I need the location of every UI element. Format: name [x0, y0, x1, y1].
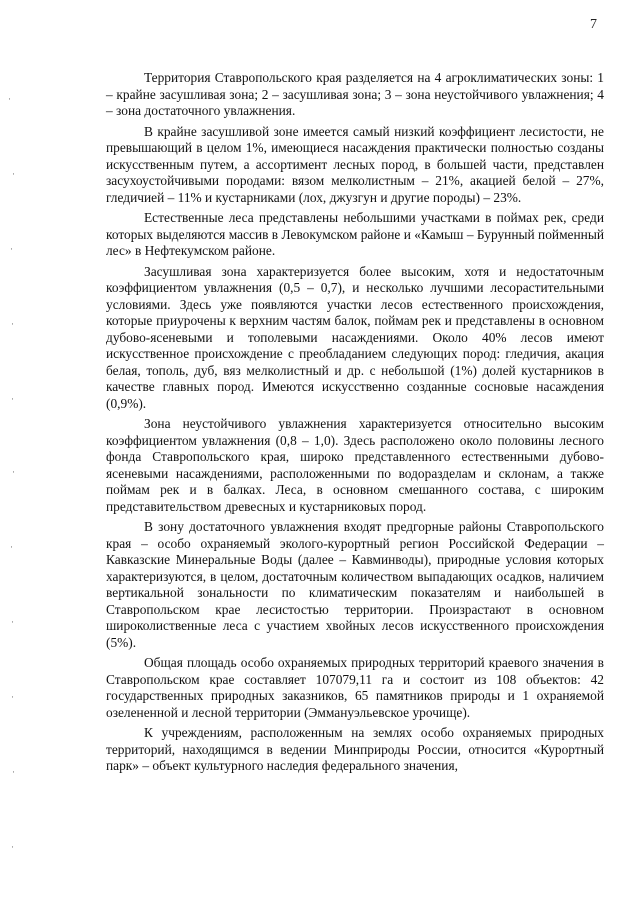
paragraph-unstable-moisture: Зона неустойчивого увлажнения характеризуется относительно высоким коэффициентом увлажнения (0,8 – 1,0). Здесь расположено около половины лесного фонда Ставропольского края, широко представленного естественными дубово-ясеневыми насаждениями, расположенными по водоразделам и склонам, а также поймам рек и в балках. Леса, в основном смешанного состава, с широким представительством древесных и кустарниковых пород. [106, 416, 604, 514]
paragraph-natural-forests: Естественные леса представлены небольшими участками в поймах рек, среди которых выделяются массив в Левокумском районе и «Камыш – Бурунный пойменный лес» в Нефтекумском районе. [106, 210, 604, 258]
margin-mark: · [8, 94, 11, 104]
paragraph-sufficient-moisture: В зону достаточного увлажнения входят предгорные районы Ставропольского края – особо охраняемый эколого-курортный регион Российской Федерации – Кавказские Минеральные Воды (далее – Кавминводы), природные условия которых характеризуются, в целом, достаточным количеством выпадающих осадков, наличием вертикальной зональности по климатическим показателям и наибольшей в Ставропольском крае лесистостью территории. Произрастают в основном широколиственные леса с участием хвойных лесов искусственного происхождения (5%). [106, 519, 604, 650]
paragraph-protected-areas: Общая площадь особо охраняемых природных территорий краевого значения в Ставропольском крае составляет 107079,11 га и состоит из 108 объектов: 42 государственных природных заказников, 65 памятников природы и 1 охраняемой озелененной и лесной территории (Эммануэльевское урочище). [106, 655, 604, 720]
page-number: 7 [590, 17, 597, 32]
margin-mark: · [10, 244, 13, 254]
margin-mark: · [12, 467, 15, 477]
paragraph-extremely-arid: В крайне засушливой зоне имеется самый низкий коэффициент лесистости, не превышающий в целом 1%, имеющиеся насаждения практически полностью созданы искусственным путем, а ассортимент лесных пород, в большей части, представлен засухоустойчивыми породами: вязом мелколистным – 21%, акацией белой – 27%, гледичией – 11% и кустарниками (лох, джузгун и другие породы) – 23%. [106, 123, 604, 205]
body-text [106, 70, 604, 779]
paragraph-institutions: К учреждениям, расположенным на землях особо охраняемых природных территорий, находящимся в ведении Минприроды России, относится «Курортный парк» – объект культурного наследия федерального значения, [106, 725, 604, 773]
paragraph-arid-zone: Засушливая зона характеризуется более высоким, хотя и недостаточным коэффициентом увлажнения (0,5 – 0,7), и несколько лучшими лесорастительными условиями. Здесь уже появляются участки лесов естественного происхождения, которые приурочены к верхним частям балок, поймам рек и представлены в основном дубово-ясеневыми и тополевыми насаждениями. Около 40% лесов имеют искусственное происхождение с преобладанием следующих пород: гледичия, акация белая, тополь, дуб, вяз мелколистный и др. с небольшой (1%) долей кустарников в качестве главных пород. Имеются искусственно созданные сосновые насаждения (0,9%). [106, 263, 604, 411]
margin-mark: · [12, 767, 15, 777]
margin-mark: · [10, 542, 13, 552]
margin-mark: · [11, 394, 14, 404]
margin-mark: · [11, 319, 14, 329]
margin-mark: · [12, 169, 15, 179]
margin-mark: · [11, 692, 14, 702]
margin-mark: · [11, 842, 14, 852]
margin-mark: · [11, 617, 14, 627]
paragraph-zones: Территория Ставропольского края разделяется на 4 агроклиматических зоны: 1 – крайне засушливая зона; 2 – засушливая зона; 3 – зона неустойчивого увлажнения; 4 – зона достаточного увлажнения. [106, 70, 604, 118]
